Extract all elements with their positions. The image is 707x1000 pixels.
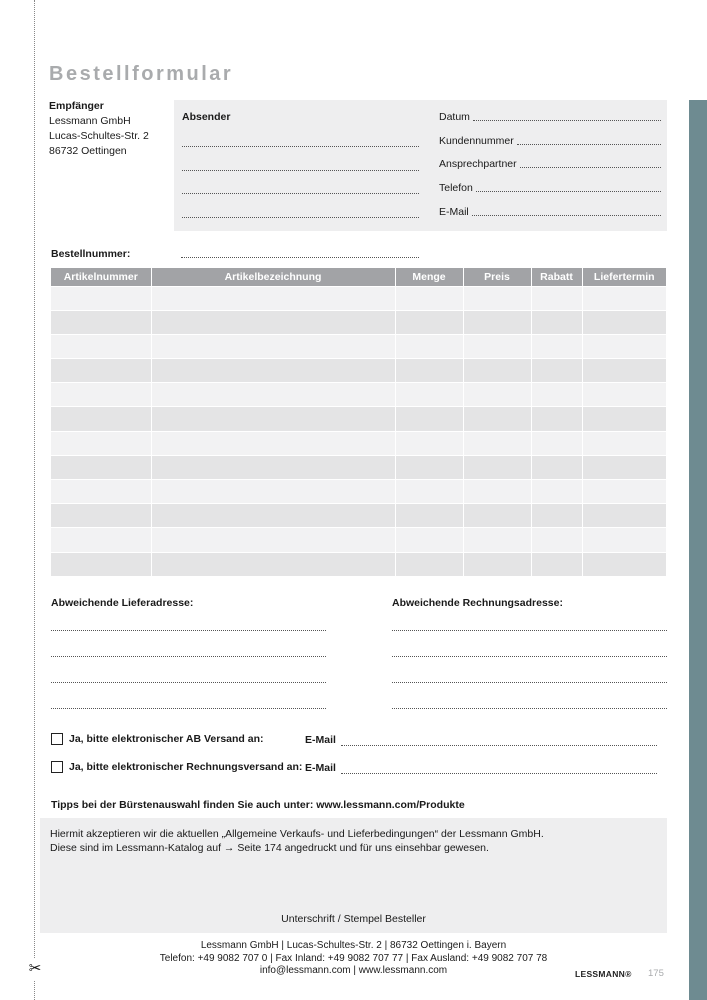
table-cell[interactable] [395,431,463,455]
recipient-city: 86732 Oettingen [49,145,127,157]
table-cell[interactable] [463,310,531,334]
col-header-price: Preis [463,268,531,286]
col-header-discount: Rabatt [531,268,582,286]
contact-person-field[interactable] [439,158,661,170]
table-cell[interactable] [463,431,531,455]
col-header-article-description: Artikelbezeichnung [151,268,395,286]
sender-box [174,100,667,231]
table-row [51,528,666,552]
table-cell[interactable] [51,359,151,383]
table-cell[interactable] [151,431,395,455]
table-cell[interactable] [151,359,395,383]
table-cell[interactable] [51,310,151,334]
table-cell[interactable] [151,528,395,552]
order-items-table [51,268,666,576]
ab-dispatch-option[interactable] [51,733,264,745]
date-field[interactable] [439,111,661,123]
table-cell[interactable] [531,431,582,455]
table-cell[interactable] [395,359,463,383]
table-row [51,431,666,455]
customer-number-label: Kundennummer [439,135,514,147]
table-cell[interactable] [582,286,666,310]
table-cell[interactable] [151,310,395,334]
billing-address-line-1[interactable] [392,630,667,631]
email-label: E-Mail [439,206,469,218]
billing-address-line-2[interactable] [392,656,667,657]
table-cell[interactable] [531,455,582,479]
terms-line-1: Hiermit akzeptieren wir die aktuellen „Allgemeine Verkaufs- und Lieferbedingungen“ der Lessmann GmbH. [50,828,544,840]
table-cell[interactable] [395,286,463,310]
col-header-quantity: Menge [395,268,463,286]
billing-address-line-4[interactable] [392,708,667,709]
sender-line-2[interactable] [182,170,419,171]
table-cell[interactable] [531,480,582,504]
table-row [51,407,666,431]
table-cell[interactable] [51,431,151,455]
table-cell[interactable] [395,504,463,528]
table-cell[interactable] [531,528,582,552]
recipient-block [49,99,149,159]
table-cell[interactable] [51,504,151,528]
table-cell[interactable] [582,407,666,431]
billing-address-label: Abweichende Rechnungsadresse: [392,597,563,609]
table-cell[interactable] [395,383,463,407]
table-cell[interactable] [151,455,395,479]
table-cell[interactable] [463,334,531,358]
delivery-address-label: Abweichende Lieferadresse: [51,597,194,609]
table-cell[interactable] [395,552,463,576]
billing-address-line-3[interactable] [392,682,667,683]
cut-line [34,0,35,1000]
customer-number-field[interactable] [439,135,661,147]
table-cell[interactable] [51,455,151,479]
invoice-dispatch-label: Ja, bitte elektronischer Rechnungsversand an: [69,761,303,773]
table-cell[interactable] [463,504,531,528]
table-cell[interactable] [582,334,666,358]
table-cell[interactable] [395,480,463,504]
brand-logo: LESSMANN® [575,969,632,979]
ab-dispatch-label: Ja, bitte elektronischer AB Versand an: [69,733,264,745]
table-cell[interactable] [531,310,582,334]
table-cell[interactable] [582,431,666,455]
table-cell[interactable] [51,286,151,310]
table-cell[interactable] [151,334,395,358]
invoice-dispatch-checkbox[interactable] [51,761,63,773]
terms-box [40,818,667,933]
terms-text [50,827,544,855]
email-field[interactable] [439,206,661,218]
table-cell[interactable] [463,480,531,504]
date-label: Datum [439,111,470,123]
page-title: Bestellformular [49,63,234,85]
table-row [51,455,666,479]
table-cell[interactable] [395,407,463,431]
table-cell[interactable] [463,383,531,407]
table-cell[interactable] [51,480,151,504]
table-cell[interactable] [51,407,151,431]
contact-person-label: Ansprechpartner [439,158,517,170]
recipient-street: Lucas-Schultes-Str. 2 [49,130,149,142]
ab-dispatch-checkbox[interactable] [51,733,63,745]
invoice-dispatch-option[interactable] [51,761,302,773]
table-cell[interactable] [463,407,531,431]
footer-address: Lessmann GmbH | Lucas-Schultes-Str. 2 | 86732 Oettingen i. Bayern [200,940,507,951]
table-row [51,383,666,407]
table-cell[interactable] [151,480,395,504]
phone-label: Telefon [439,182,473,194]
table-cell[interactable] [582,504,666,528]
footer-web: info@lessmann.com | www.lessmann.com [259,965,448,976]
table-row [51,504,666,528]
table-header-row [51,268,666,286]
side-accent-bar [689,100,707,1000]
table-cell[interactable] [151,552,395,576]
delivery-address-line-4[interactable] [51,708,326,709]
table-cell[interactable] [531,407,582,431]
table-cell[interactable] [582,552,666,576]
page-number: 175 [648,968,664,979]
table-cell[interactable] [463,359,531,383]
table-cell[interactable] [463,528,531,552]
table-cell[interactable] [51,383,151,407]
order-number-label: Bestellnummer: [51,248,131,260]
table-cell[interactable] [531,286,582,310]
sender-line-4[interactable] [182,217,419,218]
invoice-email-label: E-Mail [305,762,336,774]
table-row [51,480,666,504]
signature-label: Unterschrift / Stempel Besteller [281,913,426,925]
table-cell[interactable] [51,334,151,358]
table-cell[interactable] [582,383,666,407]
recipient-heading: Empfänger [49,100,104,112]
terms-line-2: Diese sind im Lessmann-Katalog auf → Seite 174 angedruckt und für uns einsehbar gewesen. [50,842,489,854]
table-cell[interactable] [463,455,531,479]
col-header-delivery-date: Liefertermin [582,268,666,286]
table-cell[interactable] [582,359,666,383]
table-cell[interactable] [463,286,531,310]
sender-heading: Absender [182,111,231,123]
table-cell[interactable] [395,528,463,552]
table-cell[interactable] [151,383,395,407]
col-header-article-number: Artikelnummer [51,268,151,286]
recipient-company: Lessmann GmbH [49,115,131,127]
sender-line-3[interactable] [182,193,419,194]
footer-phone: Telefon: +49 9082 707 0 | Fax Inland: +49 9082 707 77 | Fax Ausland: +49 9082 707 78 [159,952,548,964]
table-cell[interactable] [51,528,151,552]
footer [40,940,667,978]
tips-text: Tipps bei der Bürstenauswahl finden Sie auch unter: www.lessmann.com/Produkte [51,799,465,811]
sender-line-1[interactable] [182,146,419,147]
table-cell[interactable] [531,504,582,528]
table-cell[interactable] [582,310,666,334]
table-cell[interactable] [531,359,582,383]
table-cell[interactable] [582,455,666,479]
table-cell[interactable] [582,528,666,552]
ab-email-input[interactable] [341,745,657,746]
table-cell[interactable] [51,552,151,576]
table-cell[interactable] [531,552,582,576]
table-row [51,286,666,310]
table-cell[interactable] [151,407,395,431]
delivery-address-line-2[interactable] [51,656,326,657]
table-row [51,359,666,383]
table-cell[interactable] [395,455,463,479]
delivery-address-line-1[interactable] [51,630,326,631]
phone-field[interactable] [439,182,661,194]
table-cell[interactable] [395,310,463,334]
table-row [51,552,666,576]
table-cell[interactable] [531,334,582,358]
scissors-icon: ✂ [28,958,42,980]
table-row [51,310,666,334]
table-cell[interactable] [463,552,531,576]
table-cell[interactable] [151,504,395,528]
table-cell[interactable] [582,480,666,504]
order-number-input[interactable] [181,257,419,258]
invoice-email-input[interactable] [341,773,657,774]
table-cell[interactable] [395,334,463,358]
table-cell[interactable] [531,383,582,407]
table-row [51,334,666,358]
delivery-address-line-3[interactable] [51,682,326,683]
table-cell[interactable] [151,286,395,310]
ab-email-label: E-Mail [305,734,336,746]
